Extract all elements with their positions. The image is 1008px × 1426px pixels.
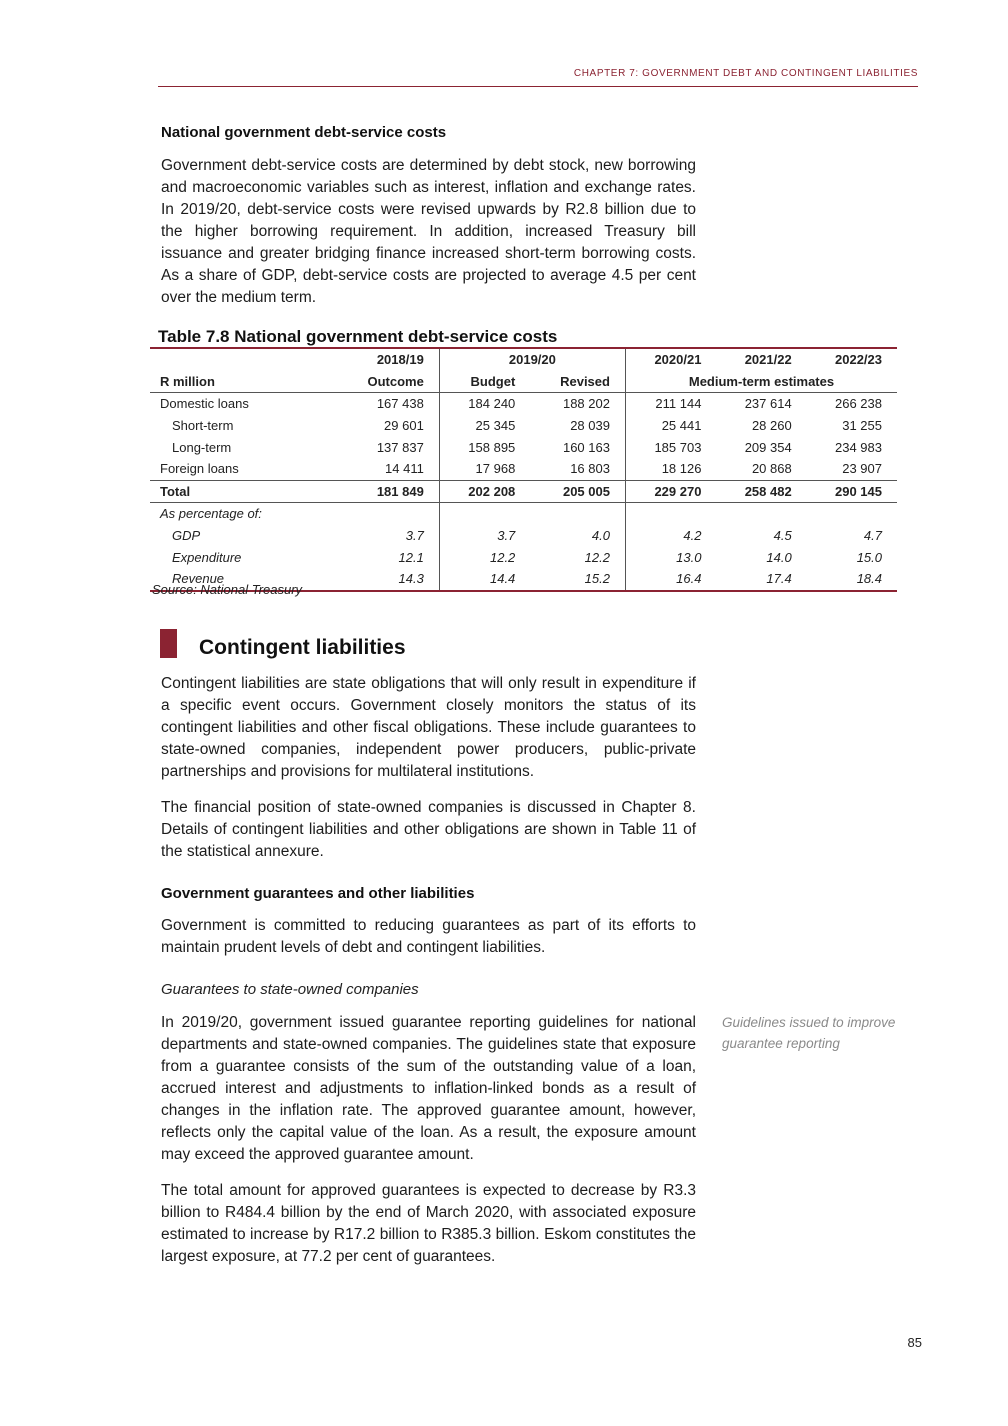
subheading-soc-guarantees: Guarantees to state-owned companies [161,981,419,998]
table-cell: 205 005 [530,480,625,503]
table-cell [335,503,440,525]
table-cell: 28 260 [751,418,792,434]
table-cell: 4.0 [530,525,625,547]
table-row-total [150,480,897,503]
table-cell: 184 240 [468,396,516,412]
table-cell: 23 907 [842,461,882,477]
table-cell: 237 614 [744,396,792,412]
table-cell: 160 163 [530,436,625,458]
header-year: 2019/20 [439,348,625,371]
row-label: Revenue [172,571,225,587]
chapter-header: CHAPTER 7: GOVERNMENT DEBT AND CONTINGENT LIABILITIES [158,68,918,87]
debt-service-table [150,347,897,592]
table-cell: 14.0 [766,549,792,565]
header-sub: Revised [530,371,625,393]
header-year: 2020/21 [654,352,702,368]
table-cell: 14 411 [335,458,440,480]
table-cell: 14.3 [335,568,440,591]
table-cell: 17 968 [475,461,516,477]
table-source: Source: National Treasury [152,582,303,597]
table-cell: 12.1 [335,546,440,568]
table-row [150,503,897,525]
table-cell [716,503,806,525]
section-heading-contingent: Contingent liabilities [199,636,406,659]
table-cell: 181 849 [335,480,440,503]
table-cell: 12.2 [530,546,625,568]
header-year: 2018/19 [335,348,440,371]
table-cell [530,503,625,525]
table-cell: 290 145 [807,480,897,503]
section-heading-debt-service: National government debt-service costs [161,124,447,141]
header-year: 2021/22 [744,352,792,368]
header-sub: Medium-term estimates [625,371,897,393]
table-cell: 211 144 [655,396,702,412]
row-label: Domestic loans [160,396,249,412]
table-cell: 17.4 [766,571,792,587]
table-cell: 188 202 [530,393,625,415]
table-cell [439,503,530,525]
table-cell: 15.0 [856,549,882,565]
page-number: 85 [907,1335,922,1350]
row-label: Long-term [172,439,232,455]
table-cell: 3.7 [335,525,440,547]
row-label: Short-term [172,418,234,434]
table-cell: 3.7 [497,528,516,544]
table-cell: 234 983 [835,439,882,455]
row-label: Expenditure [172,549,242,565]
table-cell: 16.4 [676,571,702,587]
section-heading-guarantees: Government guarantees and other liabilities [161,885,475,902]
table-row [150,436,897,458]
table-row [150,393,897,415]
paragraph-contingent-2: The financial position of state-owned companies is discussed in Chapter 8. Details of contingent liabilities and other obligations are shown in Table 11 of the statistical annexure. [161,799,696,860]
table-cell: 14.4 [489,571,516,587]
table-cell: 4.5 [773,528,792,544]
table-cell [625,503,716,525]
paragraph-guarantees: Government is committed to reducing guarantees as part of its efforts to maintain prudent levels of debt and contingent liabilities. [161,917,696,956]
table-row [150,525,897,547]
table-cell: 20 868 [751,461,792,477]
header-sub: Budget [439,371,530,393]
paragraph-debt-service: Government debt-service costs are determined by debt stock, new borrowing and macroeconomic variables such as interest, inflation and exchange rates. In 2019/20, debt-service costs were revised upwards by R2.8 billion due to the higher borrowing requirement. In addition, increased Treasury bill issuance and greater bridging finance increased short-term borrowing costs. As a share of GDP, debt-service costs are projected to average 4.5 per cent over the medium term. [161,157,696,306]
table-cell: 12.2 [489,549,516,565]
table-row [150,546,897,568]
table-cell: 258 482 [716,480,806,503]
table-row [150,415,897,437]
table-cell: 158 895 [468,439,516,455]
header-year: 2022/23 [835,352,882,368]
table-cell: 229 270 [625,480,716,503]
row-label: Total [150,480,335,503]
table-cell: 15.2 [530,568,625,591]
table-cell: 25 441 [661,418,702,434]
header-sub: Outcome [335,371,440,393]
table-cell: 4.7 [863,528,882,544]
header-unit: R million [150,371,335,393]
table-cell [807,503,897,525]
paragraph-soc-2: The total amount for approved guarantees is expected to decrease by R3.3 billion to R484.4 billion by the end of March 2020, with associated exposure estimated to increase by R17.2 billion to R385.3 billion. Eskom constitutes the largest exposure, at 77.2 per cent of guarantees. [161,1182,696,1265]
row-label: GDP [172,528,201,544]
table-cell: 29 601 [335,415,440,437]
table-cell: 137 837 [335,436,440,458]
header-blank [150,348,335,371]
paragraph-soc-1: In 2019/20, government issued guarantee reporting guidelines for national departments and state-owned companies. The guidelines state that exposure from a guarantee consists of the sum of the outstanding value of a loan, accrued interest and adjustments to inflation-linked bonds as a result of changes in the inflation rate. The approved guarantee amount, however, reflects only the capital value of the loan. As a result, the exposure amount may exceed the approved guarantee amount. [161,1014,696,1163]
table-cell: 25 345 [475,418,516,434]
section-marker [160,629,177,658]
table-cell: 13.0 [676,549,702,565]
paragraph-contingent-1: Contingent liabilities are state obligations that will only result in expenditure if a specific event occurs. Government closely monitors the status of its contingent liabilities and other fiscal obligations. These include guarantees to state-owned companies, independent power producers, public-private partnerships and provisions for multilateral institutions. [161,675,696,780]
table-cell: 18 126 [661,461,702,477]
table-cell: 31 255 [842,418,882,434]
table-cell: 16 803 [530,458,625,480]
row-label: Foreign loans [160,461,239,477]
table-title: Table 7.8 National government debt-service costs [158,327,558,346]
table-cell: 185 703 [654,439,702,455]
table-cell: 202 208 [439,480,530,503]
table-cell: 266 238 [835,396,882,412]
table-cell: 18.4 [856,571,882,587]
table-row [150,458,897,480]
table-cell: 167 438 [335,393,440,415]
table-cell: 4.2 [683,528,702,544]
margin-note: Guidelines issued to improve guarantee reporting [722,1015,896,1051]
table-cell: 209 354 [744,439,792,455]
table-cell: 28 039 [530,415,625,437]
row-label: As percentage of: [160,506,262,522]
